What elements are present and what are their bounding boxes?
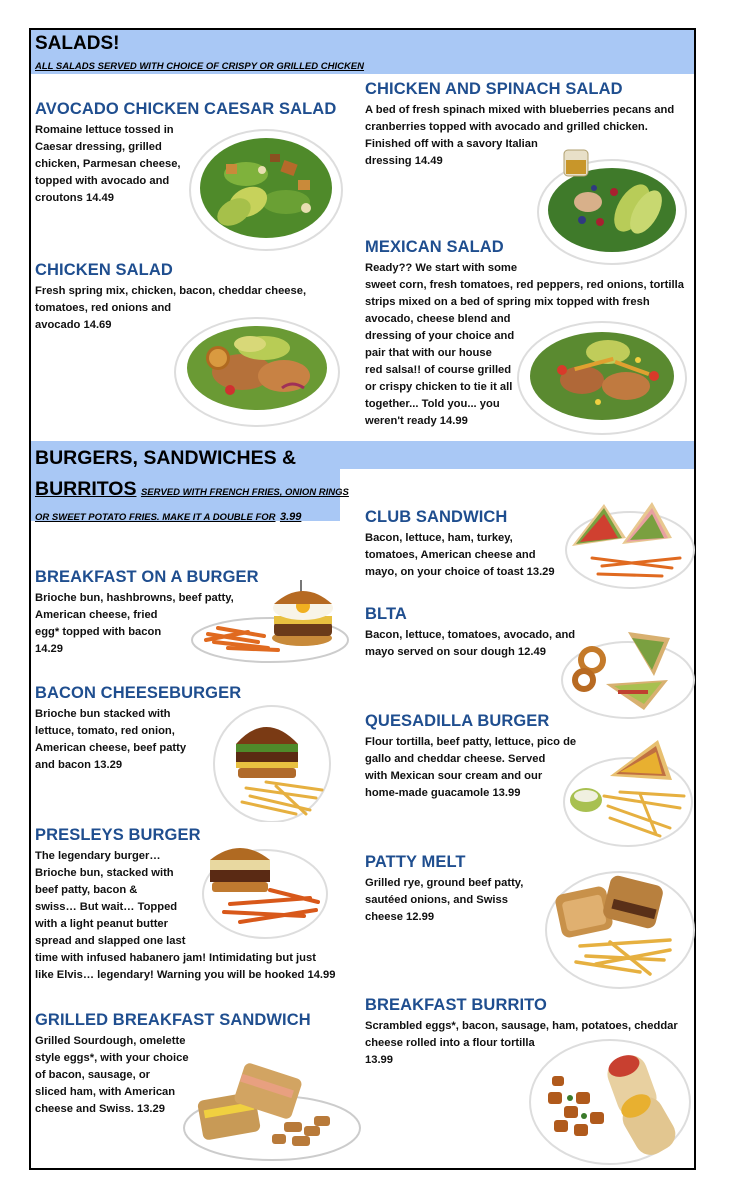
presleys-burger-image (200, 840, 330, 940)
item-description: The legendary burger… Brioche bun, stacked with beef patty, bacon & swiss… But wait… Topped with a light peanut butter spread and slapped one last time with infused habanero jam! Intimidating but just like Elvis… legendary! Warning you will be hooked 14.99 (35, 850, 336, 981)
item-title: CLUB SANDWICH (365, 508, 508, 526)
salads-subheading: ALL SALADS SERVED WITH CHOICE OF CRISPY OR GRILLED CHICKEN (35, 61, 365, 72)
item-description: A bed of fresh spinach mixed with blueberries pecans and cranberries topped with avocado and grilled chicken. Finished off with a savory Italian dressing 14.49 (365, 104, 675, 167)
mexican-salad-image (514, 316, 690, 438)
item-title: BLTA (365, 605, 407, 623)
item-title: BREAKFAST ON A BURGER (35, 568, 259, 586)
double-price: 3.99 (279, 511, 302, 523)
blta-image (558, 624, 696, 720)
item-description: Romaine lettuce tossed in Caesar dressing, grilled chicken, Parmesan cheese, topped with avocado and croutons 14.49 (35, 124, 181, 204)
burgers-subheading-b: OR SWEET POTATO FRIES. MAKE IT A DOUBLE FOR (35, 512, 276, 523)
item-title: PATTY MELT (365, 853, 466, 871)
burgers-subheading-b-row (35, 507, 301, 525)
item-description: Brioche bun stacked with lettuce, tomato, red onion, American cheese, beef patty and bacon 13.29 (35, 708, 187, 771)
item-description: Ready?? We start with some sweet corn, fresh tomatoes, red peppers, red onions, tortilla strips mixed on a bed of spring mix topped with fresh avocado, cheese blend and dressing of your choice and pair that with our house red salsa!! of course grilled or crispy chicken to tie it all together... Told you... you weren't ready 14.99 (365, 262, 684, 427)
item-title: MEXICAN SALAD (365, 238, 504, 256)
item-title: CHICKEN AND SPINACH SALAD (365, 80, 623, 98)
item-title: AVOCADO CHICKEN CAESAR SALAD (35, 100, 337, 118)
burgers-heading-line1: BURGERS, SANDWICHES & (35, 447, 297, 469)
item-description: Scrambled eggs*, bacon, sausage, ham, potatoes, cheddar cheese rolled into a flour tortilla 13.99 (365, 1020, 678, 1066)
item-description: Brioche bun, hashbrowns, beef patty, American cheese, fried egg* topped with bacon 14.29 (35, 592, 234, 655)
item-title: PRESLEYS BURGER (35, 826, 201, 844)
club-sandwich-image (562, 498, 696, 590)
grilled-breakfast-sandwich-image (180, 1060, 364, 1164)
breakfast-burrito-image (524, 1032, 694, 1168)
item-title: BREAKFAST BURRITO (365, 996, 547, 1014)
quesadilla-burger-image (560, 736, 694, 850)
burgers-heading-line2 (35, 478, 349, 501)
salads-heading: SALADS! (35, 33, 120, 54)
caesar-salad-image (186, 124, 344, 252)
bacon-cheeseburger-image (206, 702, 338, 822)
burgers-subheading-a: SERVED WITH FRENCH FRIES, ONION RINGS (140, 487, 349, 498)
item-title: BACON CHEESEBURGER (35, 684, 242, 702)
item-description: Bacon, lettuce, tomatoes, avocado, and mayo served on sour dough 12.49 (365, 629, 576, 658)
item-description: Flour tortilla, beef patty, lettuce, pico de gallo and cheddar cheese. Served with Mexican sour cream and our home-made guacamole 13.99 (365, 736, 577, 799)
patty-melt-image (540, 864, 696, 992)
item-description: Bacon, lettuce, ham, turkey, tomatoes, American cheese and mayo, on your choice of toast 13.29 (365, 532, 555, 578)
item-description: Grilled rye, ground beef patty, sautéed onions, and Swiss cheese 12.99 (365, 877, 524, 923)
item-title: CHICKEN SALAD (35, 261, 173, 279)
item-description: Fresh spring mix, chicken, bacon, cheddar cheese, tomatoes, red onions and avocado 14.69 (35, 285, 307, 331)
item-title: QUESADILLA BURGER (365, 712, 550, 730)
item-title: GRILLED BREAKFAST SANDWICH (35, 1011, 311, 1029)
breakfast-burger-image (188, 578, 350, 664)
burritos-heading: BURRITOS (35, 478, 137, 500)
item-description: Grilled Sourdough, omelette style eggs*, with your choice of bacon, sausage, or sliced ham, with American cheese and Swiss. 13.29 (35, 1035, 189, 1115)
chicken-salad-image (172, 314, 342, 428)
